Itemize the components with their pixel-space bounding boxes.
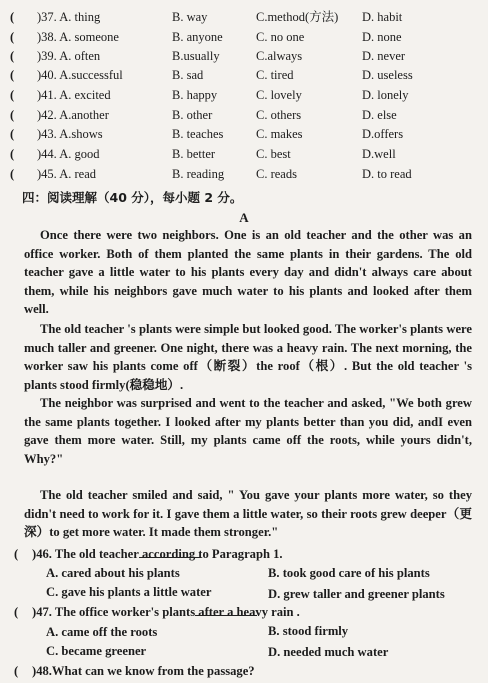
stem-end: according to Paragraph 1. — [141, 547, 283, 561]
option-row-44 — [10, 145, 480, 163]
option-a: )42. A.another — [37, 108, 109, 122]
answer-blank[interactable] — [195, 603, 257, 616]
question-stem: )48.What can we know from the passage? — [32, 664, 255, 678]
passage-paragraph: The old teacher 's plants were simple but looked good. The worker's plants were much taller and greener. One night, there was a heavy rain. The next morning, the worker saw his plants come off（断裂）the roof（根）. But the old teacher 's plants stood firmly(稳稳地）. — [24, 322, 472, 392]
question-47 — [14, 603, 484, 621]
option-row-45 — [10, 165, 480, 183]
option-d: D.well — [362, 147, 396, 161]
option-row-43 — [10, 125, 480, 143]
option-d: D. never — [362, 49, 406, 63]
option-a: )38. A. someone — [37, 30, 119, 44]
option-c: C.always — [256, 49, 303, 63]
passage-paragraph: Once there were two neighbors. One is an old teacher and the other was an office worker. Both of them planted the same plants in their gardens. The old teacher gave a little water to his plants every day and didn't always care about them, while his neighbors gave much water to his plants and looked after them well. — [24, 228, 472, 317]
choice-b: B. stood firmly — [268, 624, 349, 638]
option-a: )44. A. good — [37, 147, 100, 161]
answer-bracket: ( — [10, 167, 15, 181]
choice-b: B. took good care of his plants — [268, 566, 430, 580]
option-b: B.usually — [172, 49, 220, 63]
option-d: D. lonely — [362, 88, 409, 102]
option-row-38 — [10, 28, 480, 46]
option-c: C. makes — [256, 127, 303, 141]
option-c: C. tired — [256, 68, 294, 82]
option-d: D. habit — [362, 10, 403, 24]
option-b: B. happy — [172, 88, 218, 102]
option-a: )39. A. often — [37, 49, 101, 63]
answer-bracket: ( — [10, 88, 15, 102]
option-row-41 — [10, 86, 480, 104]
option-b: B. teaches — [172, 127, 224, 141]
question-46 — [14, 545, 484, 563]
option-d: D. else — [362, 108, 397, 122]
choice-a: A. came off the roots — [46, 625, 158, 639]
answer-bracket: ( — [10, 108, 15, 122]
option-c: C. no one — [256, 30, 305, 44]
answer-bracket: ( — [10, 147, 15, 161]
stem-start: )46. The old teacher — [32, 547, 139, 561]
option-d: D. none — [362, 30, 402, 44]
passage-letter: A — [239, 210, 249, 225]
answer-bracket: ( — [14, 664, 19, 678]
option-a: )37. A. thing — [37, 10, 101, 24]
choice-d: D. grew taller and greener plants — [268, 587, 445, 601]
choice-a: A. cared about his plants — [46, 566, 180, 580]
option-b: B. anyone — [172, 30, 223, 44]
option-row-39 — [10, 47, 480, 65]
option-b: B. better — [172, 147, 216, 161]
option-a: )41. A. excited — [37, 88, 111, 102]
question-stem — [32, 545, 283, 563]
choice-c: C. gave his plants a little water — [46, 585, 212, 599]
option-b: B. way — [172, 10, 208, 24]
option-b: B. reading — [172, 167, 225, 181]
option-row-42 — [10, 106, 480, 124]
answer-bracket: ( — [10, 10, 15, 24]
passage-paragraph: The neighbor was surprised and went to the teacher and asked, "We both grew the same plants together. I looked after my plants better than you did, andI even gave them more water. Still, my plants came off the roots, while yours didn't, Why?" — [24, 396, 472, 466]
answer-bracket: ( — [10, 127, 15, 141]
answer-bracket: ( — [10, 68, 15, 82]
answer-bracket: ( — [14, 547, 19, 561]
answer-blank[interactable] — [139, 545, 201, 558]
stem-end: after a heavy rain . — [198, 605, 300, 619]
option-b: B. sad — [172, 68, 204, 82]
option-a: )43. A.shows — [37, 127, 103, 141]
option-row-37 — [10, 8, 480, 26]
option-d: D. useless — [362, 68, 413, 82]
stem-start: )47. The office worker's plants — [32, 605, 196, 619]
option-c: C. best — [256, 147, 291, 161]
option-c: C. lovely — [256, 88, 302, 102]
answer-bracket: ( — [10, 30, 15, 44]
option-c: C. others — [256, 108, 302, 122]
section-title: 四：阅读理解（40 分），每小题 2 分。 — [22, 190, 243, 205]
option-a: )45. A. read — [37, 167, 97, 181]
option-d: D. to read — [362, 167, 412, 181]
choice-d: D. needed much water — [268, 645, 389, 659]
passage-paragraph: The old teacher smiled and said, " You gave your plants more water, so they didn't need to work for it. I gave them a little water, so their roots grew deeper（更深）to get more water. It made them stronger." — [24, 488, 472, 540]
option-c: C.method(方法) — [256, 10, 339, 24]
option-d: D.offers — [362, 127, 404, 141]
answer-bracket: ( — [14, 605, 19, 619]
choice-c: C. became greener — [46, 644, 147, 658]
option-c: C. reads — [256, 167, 297, 181]
question-stem — [32, 603, 300, 621]
option-a: )40. A.successful — [37, 68, 123, 82]
option-row-40 — [10, 66, 480, 84]
question-48 — [14, 662, 484, 680]
option-b: B. other — [172, 108, 213, 122]
answer-bracket: ( — [10, 49, 15, 63]
